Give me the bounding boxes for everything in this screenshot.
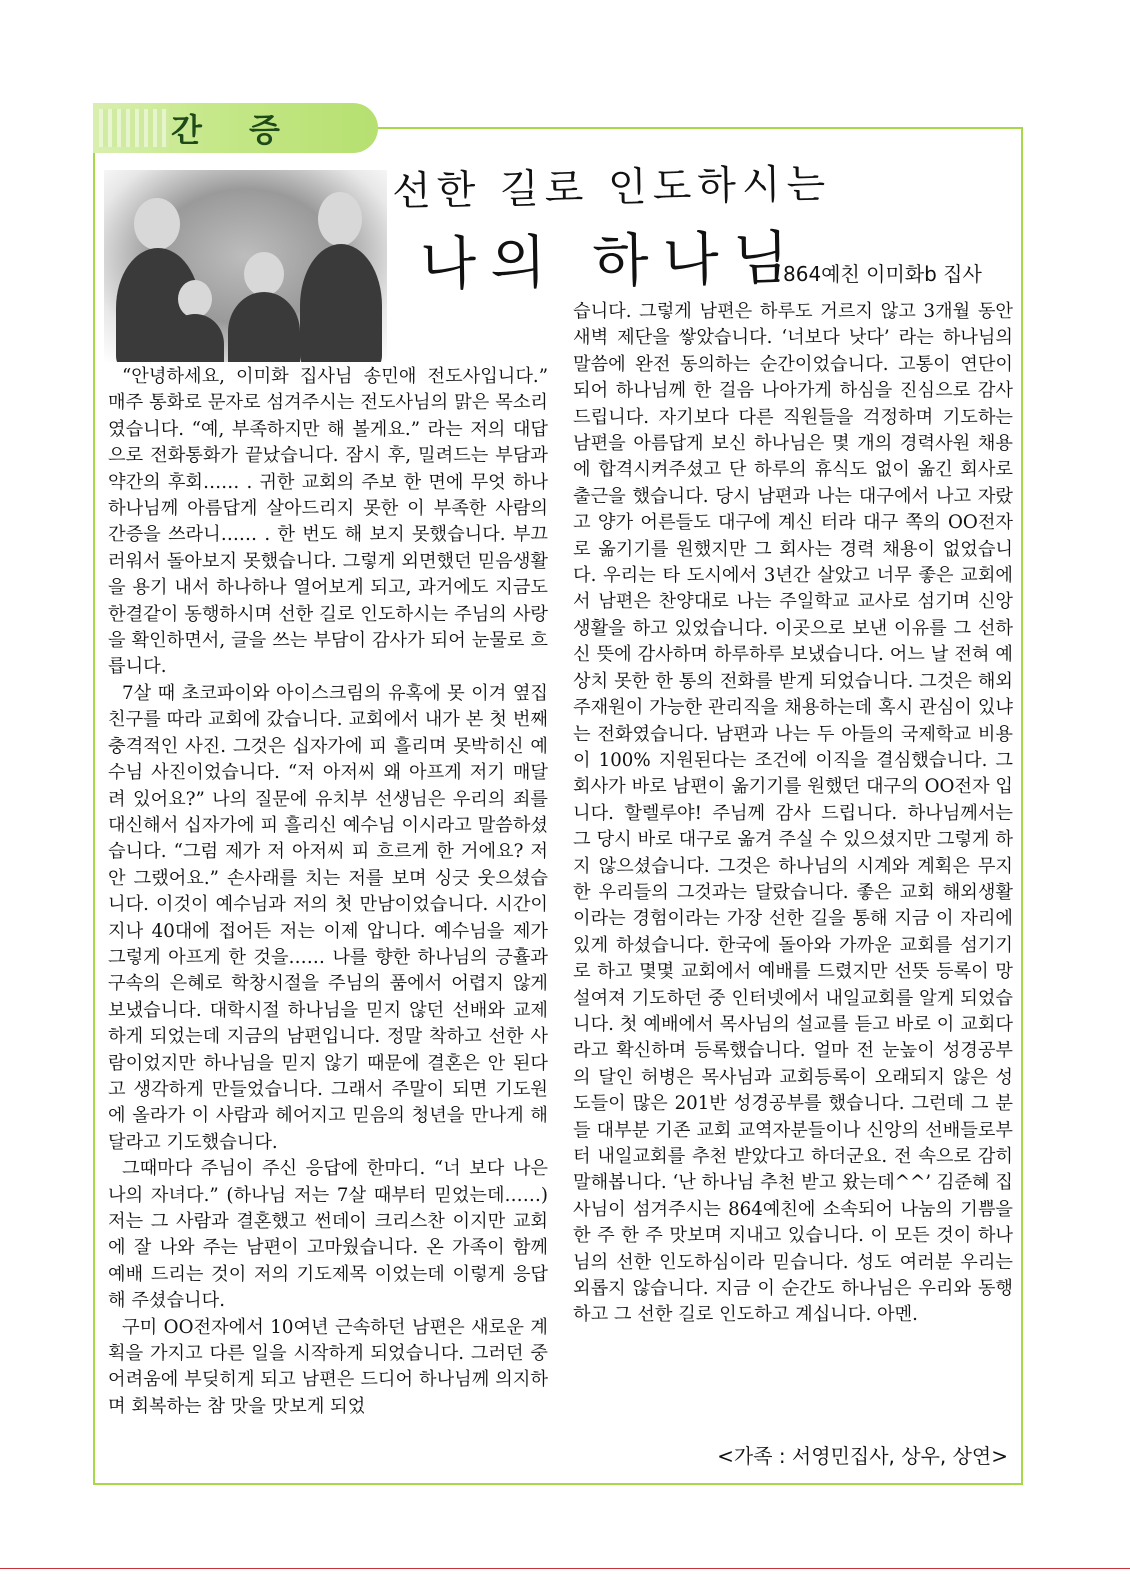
paragraph: “안녕하세요, 이미화 집사님 송민애 전도사입니다.” 매주 통화로 문자로 섬겨주시는 전도사님의 맑은 목소리였습니다. “예, 부족하지만 해 볼게요.” 라는 저의 대답으로 전화통화가 끝났습니다. 잠시 후, 밀려드는 부담과 약간의 후회…… . 귀한 교회의 주보 한 면에 무엇 하나 하나님께 아름답게 살아드리지 못한 이 부족한 사람의 간증을 쓰라니…… . 한 번도 해 보지 못했습니다. 부끄러워서 돌아보지 못했습니다. 그렇게 외면했던 믿음생활을 용기 내서 하나하나 열어보게 되고, 과거에도 지금도 한결같이 동행하시며 선한 길로 인도하시는 주님의 사랑을 확인하면서, 글을 쓰는 부담이 감사가 되어 눈물로 흐릅니다. bbox=[108, 366, 548, 678]
photo-figure-body bbox=[300, 244, 382, 362]
family-photo bbox=[104, 170, 387, 362]
section-tag-label: 간 증 bbox=[171, 111, 298, 149]
photo-figure-body bbox=[228, 292, 300, 362]
photo-figure-head bbox=[134, 198, 180, 250]
paragraph: 구미 OO전자에서 10여년 근속하던 남편은 새로운 계획을 가지고 다른 일을 시작하게 되었습니다. 그러던 중 어려움에 부딪히게 되고 남편은 드디어 하나님께 의지하며 회복하는 참 맛을 맛보게 되었 bbox=[108, 1316, 548, 1417]
family-credit: <가족 : 서영민집사, 상우, 상연> bbox=[717, 1444, 1008, 1468]
paragraph: 습니다. 그렇게 남편은 하루도 거르지 않고 3개월 동안 새벽 제단을 쌓았습니다. ‘너보다 낫다’ 라는 하나님의 말씀에 완전 동의하는 순간이었습니다. 고통이 연단이 되어 하나님께 한 걸음 나아가게 하심을 진심으로 감사 드립니다. 자기보다 다른 직원들을 걱정하며 기도하는 남편을 아름답게 보신 하나님은 몇 개의 경력사원 채용에 합격시켜주셨고 단 하루의 휴식도 없이 옮긴 회사로 출근을 했습니다. 당시 남편과 나는 대구에서 나고 자랐고 양가 어른들도 대구에 계신 터라 대구 쪽의 OO전자로 옮기기를 원했지만 그 회사는 경력 채용이 없었습니다. 우리는 타 도시에서 3년간 살았고 너무 좋은 교회에서 남편은 찬양대로 나는 주일학교 교사로 섬기며 신앙생활을 하고 있었습니다. 이곳으로 보낸 이유를 그 선하신 뜻에 감사하며 하루하루 보냈습니다. 어느 날 전혀 예상치 못한 한 통의 전화를 받게 되었습니다. 그것은 해외 주재원이 가능한 관리직을 채용하는데 혹시 관심이 있냐는 전화였습니다. 남편과 나는 두 아들의 국제학교 비용이 100% 지원된다는 조건에 이직을 결심했습니다. 그 회사가 바로 남편이 옮기기를 원했던 대구의 OO전자 입니다. 할렐루야! 주님께 감사 드립니다. 하나님께서는 그 당시 바로 대구로 옮겨 주실 수 있으셨지만 그렇게 하지 않으셨습니다. 그것은 하나님의 시계와 계획은 무지한 우리들의 그것과는 달랐습니다. 좋은 교회 해외생활이라는 경험이라는 가장 선한 길을 통해 지금 이 자리에 있게 하셨습니다. 한국에 돌아와 가까운 교회를 섬기기로 하고 몇몇 교회에서 예배를 드렸지만 선뜻 등록이 망설여져 기도하던 중 인터넷에서 내일교회를 알게 되었습니다. 첫 예배에서 목사님의 설교를 듣고 바로 이 교회다 라고 확신하며 등록했습니다. 얼마 전 눈높이 성경공부의 달인 허병은 목사님과 교회등록이 오래되지 않은 성도들이 많은 201반 성경공부를 했습니다. 그런데 그 분들 대부분 기존 교회 교역자분들이나 신앙의 선배들로부터 내일교회를 추천 받았다고 하더군요. 전 속으로 감히 말해봅니다. ‘난 하나님 추천 받고 왔는데^^’ 김준혜 집사님이 섬겨주시는 864예친에 소속되어 나눔의 기쁨을 한 주 한 주 맛보며 지내고 있습니다. 이 모든 것이 하나님의 선한 인도하심이라 믿습니다. 성도 여러분 우리는 외롭지 않습니다. 지금 이 순간도 하나님은 우리와 동행하고 그 선한 길로 인도하고 계십니다. 아멘. bbox=[573, 301, 1013, 1326]
article-title-line1: 선한 길로 인도하시는 bbox=[391, 161, 832, 215]
paragraph: 그때마다 주님이 주신 응답에 한마디. “너 보다 나은 나의 자녀다.” (하나님 저는 7살 때부터 믿었는데……) 저는 그 사람과 결혼했고 썬데이 크리스찬 이지만 교회에 잘 나와 주는 남편이 고마웠습니다. 온 가족이 함께 예배 드리는 것이 저의 기도제목 이었는데 이렇게 응답해 주셨습니다. bbox=[108, 1158, 548, 1312]
left-column bbox=[108, 364, 548, 1420]
photo-figure-head bbox=[178, 280, 212, 318]
article-author: 864예친 이미화b 집사 bbox=[783, 262, 982, 286]
article-title-line2: 나의 하나님 bbox=[419, 223, 804, 299]
tag-decoration bbox=[99, 109, 169, 147]
photo-figure-head bbox=[244, 252, 284, 296]
right-column bbox=[573, 299, 1013, 1329]
page-bottom-rule bbox=[0, 1568, 1130, 1569]
paragraph: 7살 때 초코파이와 아이스크림의 유혹에 못 이겨 옆집 친구를 따라 교회에 갔습니다. 교회에서 내가 본 첫 번째 충격적인 사진. 그것은 십자가에 피 흘리며 못박히신 예수님 사진이었습니다. “저 아저씨 왜 아프게 저기 매달려 있어요?” 나의 질문에 유치부 선생님은 우리의 죄를 대신해서 십자가에 피 흘리신 예수님 이시라고 말씀하셨습니다. “그럼 제가 저 아저씨 피 흐르게 한 거에요? 저 안 그랬어요.” 손사래를 치는 저를 보며 싱긋 웃으셨습니다. 이것이 예수님과 저의 첫 만남이었습니다. 시간이 지나 40대에 접어든 저는 이제 압니다. 예수님을 제가 그렇게 아프게 한 것을…… 나를 향한 하나님의 긍휼과 구속의 은혜로 학창시절을 주님의 품에서 어렵지 않게 보냈습니다. 대학시절 하나님을 믿지 않던 선배와 교제하게 되었는데 지금의 남편입니다. 정말 착하고 선한 사람이었지만 하나님을 믿지 않기 때문에 결혼은 안 된다고 생각하게 만들었습니다. 그래서 주말이 되면 기도원에 올라가 이 사람과 헤어지고 믿음의 청년을 만나게 해 달라고 기도했습니다. bbox=[108, 682, 548, 1153]
photo-figure-body bbox=[166, 314, 224, 362]
photo-figure-head bbox=[318, 192, 362, 246]
section-tag bbox=[93, 103, 378, 153]
